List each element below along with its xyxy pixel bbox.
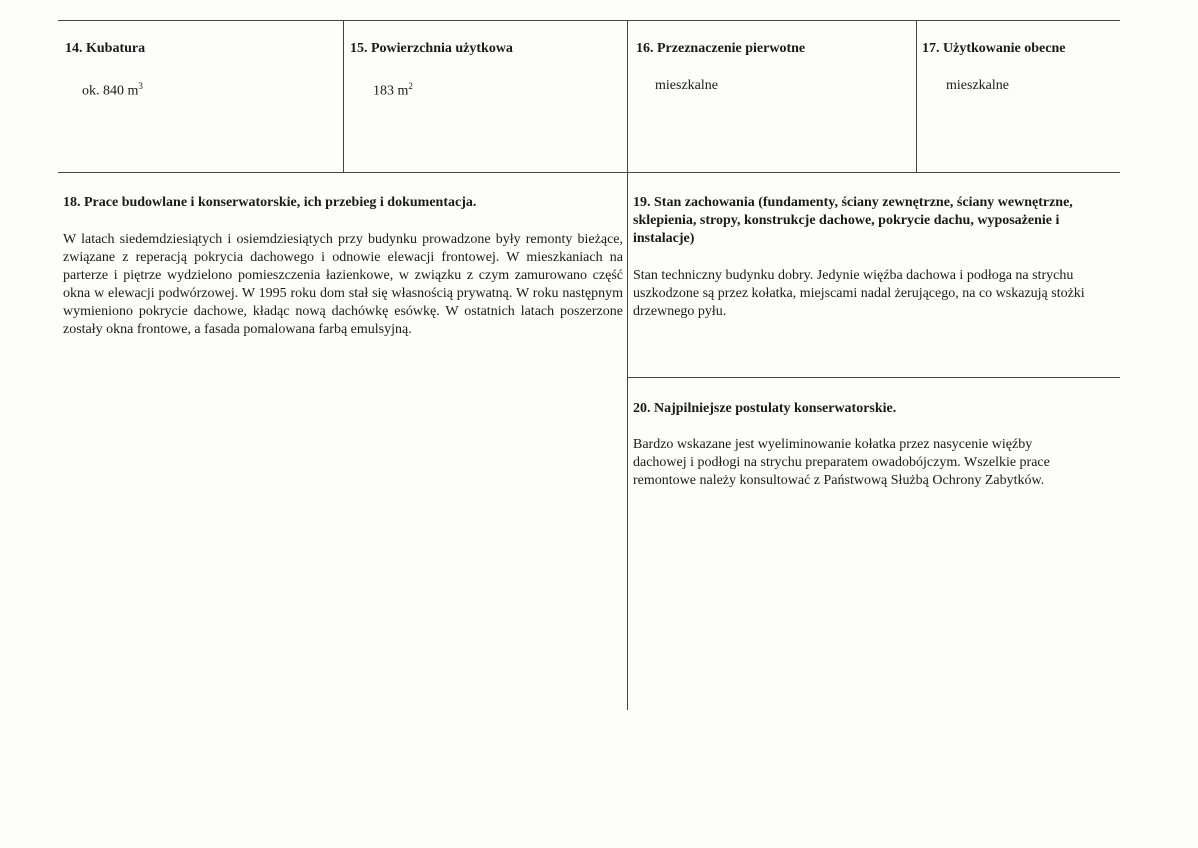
value-powierzchnia [373,77,413,101]
heading-powierzchnia: 15. Powierzchnia użytkowa [350,41,513,56]
value-sup: 2 [408,81,413,91]
body-s20: Bardzo wskazane jest wyeliminowanie kołatka przez nasycenie więźby dachowej i podłogi na strychu preparatem owadobójczym. Wszelkie prace remontowe należy konsultować z Państwową Służbą Ochrony Zabytków. [633,437,1050,488]
divider-14-15 [343,20,344,172]
heading-przeznaczenie: 16. Przeznaczenie pierwotne [636,41,806,56]
rule-19-20 [627,377,1120,378]
heading-kubatura: 14. Kubatura [65,41,146,56]
value-text: 183 m [373,83,409,99]
rule-top [58,20,1120,21]
heading-s20: 20. Najpilniejsze postulaty konserwatorskie. [633,401,897,416]
value-sup: 3 [138,81,143,91]
divider-16-17 [916,20,917,172]
value-kubatura [82,77,143,101]
body-s19: Stan techniczny budynku dobry. Jedynie więźba dachowa i podłoga na strychu uszkodzone są przez kołatka, miejscami nadal żerującego, na co wskazują stożki drzewnego pyłu. [633,268,1085,319]
value-text: ok. 840 m [82,83,139,99]
heading-s19: 19. Stan zachowania (fundamenty, ściany zewnętrzne, ściany wewnętrzne, sklepienia, stropy, konstrukcje dachowe, pokrycie dachu, wyposażenie i instalacje) [633,195,1073,246]
value-uzytkowanie: mieszkalne [946,78,1009,93]
body-s18: W latach siedemdziesiątych i osiemdziesiątych przy budynku prowadzone były remonty bieżące, związane z reperacją pokrycia dachowego i odnowie elewacji frontowej. W mieszkaniach na parterze i piętrze wydzielono pomieszczenia łazienkowe, w związku z czym zamurowano część okna w elewacji podwórzowej. W 1995 roku dom stał się własnością prywatną. W roku następnym wymieniono pokrycie dachowe, kładąc nową dachówkę esówkę. W ostatnich latach poszerzone zostały okna frontowe, a fasada pomalowana farbą emulsyjną. [63,232,623,337]
heading-s18: 18. Prace budowlane i konserwatorskie, ich przebieg i dokumentacja. [63,195,477,210]
divider-15-16 [627,20,628,710]
rule-row1-bottom [58,172,1120,173]
value-przeznaczenie: mieszkalne [655,78,718,93]
heading-uzytkowanie: 17. Użytkowanie obecne [922,41,1066,56]
